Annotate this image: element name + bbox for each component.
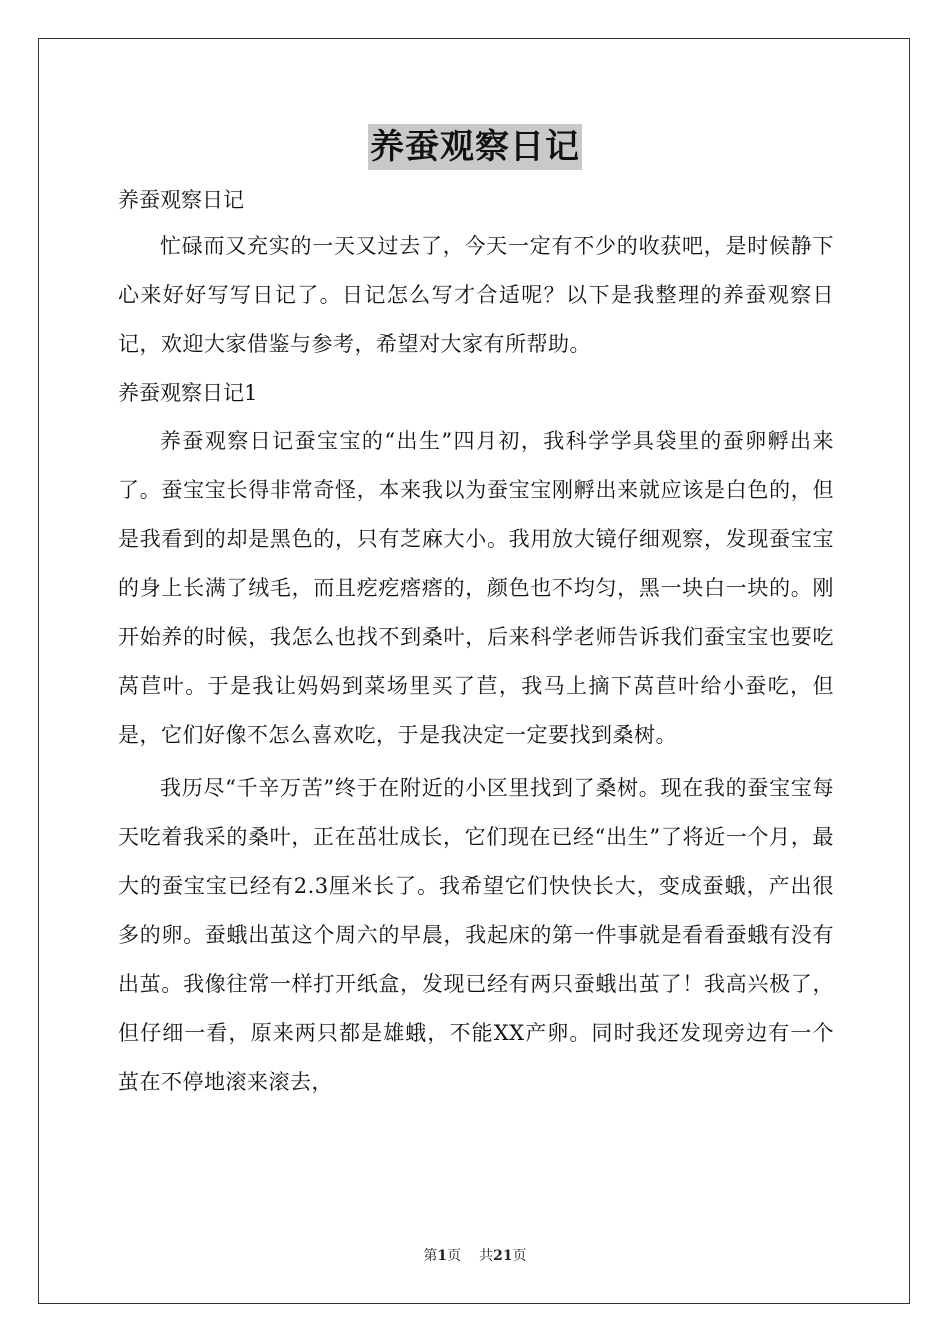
intro-heading: 养蚕观察日记 [118, 188, 244, 212]
title-container [0, 124, 950, 170]
total-pages: 21 [493, 1248, 513, 1264]
section-heading: 养蚕观察日记1 [118, 381, 258, 405]
page-current: 1 [437, 1248, 448, 1264]
total-suffix: 页 [512, 1248, 527, 1264]
document-body [118, 178, 834, 1107]
page-footer [0, 1246, 950, 1266]
body-paragraph-2: 我历尽“千辛万苦”终于在附近的小区里找到了桑树。现在我的蚕宝宝每天吃着我采的桑叶，正在茁壮成长，它们现在已经“出生”了将近一个月，最大的蚕宝宝已经有2.3厘米长了。我希望它们快快长大，变成蚕蛾，产出很多的卵。蚕蛾出茧这个周六的早晨，我起床的第一件事就是看看蚕蛾有没有出茧。我像往常一样打开纸盒，发现已经有两只蚕蛾出茧了！我高兴极了，但仔细一看，原来两只都是雄蛾，不能XX产卵。同时我还发现旁边有一个茧在不停地滚来滚去， [118, 776, 834, 1094]
page-suffix: 页 [447, 1248, 462, 1264]
total-prefix: 共 [479, 1248, 494, 1264]
page-prefix: 第 [423, 1248, 438, 1264]
body-paragraph-1: 养蚕观察日记蚕宝宝的“出生”四月初，我科学学具袋里的蚕卵孵出来了。蚕宝宝长得非常奇怪，本来我以为蚕宝宝刚孵出来就应该是白色的，但是我看到的却是黑色的，只有芝麻大小。我用放大镜仔细观察，发现蚕宝宝的身上长满了绒毛，而且疙疙瘩瘩的，颜色也不均匀，黑一块白一块的。刚开始养的时候，我怎么也找不到桑叶，后来科学老师告诉我们蚕宝宝也要吃莴苣叶。于是我让妈妈到菜场里买了苣，我马上摘下莴苣叶给小蚕吃，但是，它们好像不怎么喜欢吃，于是我决定一定要找到桑树。 [118, 429, 834, 747]
document-title: 养蚕观察日记 [368, 124, 582, 170]
intro-paragraph: 忙碌而又充实的一天又过去了，今天一定有不少的收获吧，是时候静下心来好好写写日记了。日记怎么写才合适呢？以下是我整理的养蚕观察日记，欢迎大家借鉴与参考，希望对大家有所帮助。 [118, 234, 834, 356]
